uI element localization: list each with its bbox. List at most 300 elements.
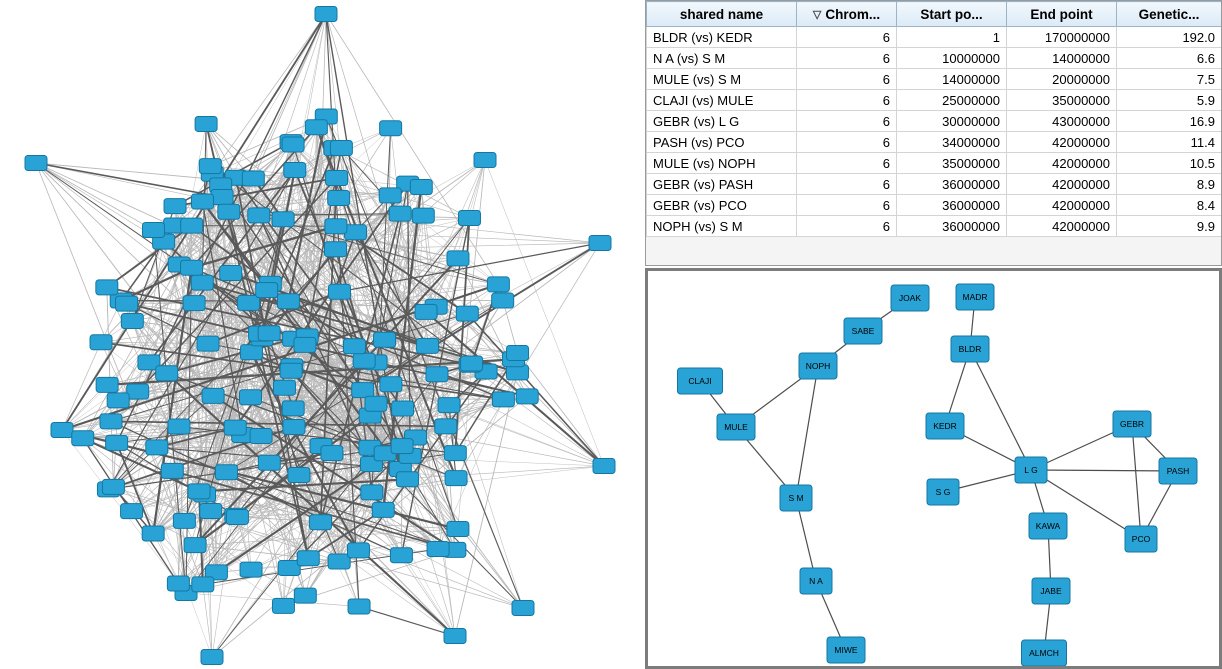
network-node-shape[interactable] bbox=[106, 435, 128, 450]
network-node-shape[interactable] bbox=[220, 266, 242, 281]
network-node-shape[interactable] bbox=[297, 551, 319, 566]
network-node[interactable] bbox=[435, 419, 457, 434]
network-node-shape[interactable] bbox=[51, 423, 73, 438]
network-node[interactable] bbox=[392, 401, 414, 416]
network-node-shape[interactable] bbox=[280, 363, 302, 378]
network-node[interactable] bbox=[161, 463, 183, 478]
network-node[interactable] bbox=[415, 304, 437, 319]
table-cell: 8.4 bbox=[1117, 195, 1222, 216]
network-node[interactable] bbox=[248, 208, 270, 223]
network-node-shape[interactable] bbox=[197, 336, 219, 351]
network-node[interactable] bbox=[717, 414, 755, 440]
network-node[interactable] bbox=[211, 190, 233, 205]
network-node-shape[interactable] bbox=[250, 429, 272, 444]
network-node-shape[interactable] bbox=[447, 251, 469, 266]
network-node[interactable] bbox=[238, 295, 260, 310]
network-node-shape[interactable] bbox=[512, 601, 534, 616]
network-node-label: KAWA bbox=[1035, 521, 1061, 532]
network-node[interactable] bbox=[1125, 526, 1157, 552]
network-node[interactable] bbox=[100, 414, 122, 429]
network-node[interactable] bbox=[444, 629, 466, 644]
network-node[interactable] bbox=[844, 318, 882, 344]
network-node-shape[interactable] bbox=[326, 170, 348, 185]
network-node[interactable] bbox=[258, 455, 280, 470]
network-node[interactable] bbox=[891, 285, 929, 311]
network-node[interactable] bbox=[200, 504, 222, 519]
network-node-shape[interactable] bbox=[191, 275, 213, 290]
network-node[interactable] bbox=[379, 188, 401, 203]
network-node-shape[interactable] bbox=[391, 439, 413, 454]
network-node-label: CLAJI bbox=[688, 376, 712, 387]
network-edge[interactable] bbox=[796, 366, 818, 498]
network-node[interactable] bbox=[181, 218, 203, 233]
network-node-shape[interactable] bbox=[181, 260, 203, 275]
table-row[interactable] bbox=[647, 69, 1222, 90]
table-row[interactable] bbox=[647, 174, 1222, 195]
network-node-shape[interactable] bbox=[380, 377, 402, 392]
filter-icon[interactable]: ▽ bbox=[812, 9, 822, 22]
network-node-shape[interactable] bbox=[390, 548, 412, 563]
network-node[interactable] bbox=[426, 367, 448, 382]
network-node-shape[interactable] bbox=[444, 629, 466, 644]
edge-table-panel[interactable] bbox=[645, 0, 1222, 266]
network-node-shape[interactable] bbox=[218, 204, 240, 219]
network-node[interactable] bbox=[146, 440, 168, 455]
network-node-shape[interactable] bbox=[272, 598, 294, 613]
network-node[interactable] bbox=[343, 339, 365, 354]
network-node-shape[interactable] bbox=[96, 280, 118, 295]
network-node-shape[interactable] bbox=[277, 294, 299, 309]
network-node[interactable] bbox=[181, 260, 203, 275]
network-node-shape[interactable] bbox=[161, 463, 183, 478]
network-node[interactable] bbox=[215, 465, 237, 480]
network-node-shape[interactable] bbox=[282, 137, 304, 152]
network-node-shape[interactable] bbox=[379, 188, 401, 203]
table-column-header-label: shared name bbox=[679, 6, 764, 22]
network-node[interactable] bbox=[116, 296, 138, 311]
network-node[interactable] bbox=[352, 383, 374, 398]
network-node-shape[interactable] bbox=[412, 208, 434, 223]
network-node-shape[interactable] bbox=[146, 440, 168, 455]
network-node[interactable] bbox=[800, 568, 832, 594]
network-node[interactable] bbox=[96, 280, 118, 295]
network-node-shape[interactable] bbox=[593, 459, 615, 474]
table-column-header[interactable] bbox=[897, 2, 1007, 27]
table-header-row[interactable] bbox=[647, 2, 1222, 27]
network-node[interactable] bbox=[1032, 578, 1070, 604]
network-node[interactable] bbox=[328, 191, 350, 206]
network-node[interactable] bbox=[102, 479, 124, 494]
network-node[interactable] bbox=[218, 204, 240, 219]
network-node-shape[interactable] bbox=[288, 467, 310, 482]
network-node-shape[interactable] bbox=[102, 479, 124, 494]
network-node-shape[interactable] bbox=[164, 199, 186, 214]
network-node-shape[interactable] bbox=[329, 284, 351, 299]
network-node-shape[interactable] bbox=[324, 242, 346, 257]
network-node[interactable] bbox=[294, 588, 316, 603]
network-node[interactable] bbox=[374, 332, 396, 347]
network-node-shape[interactable] bbox=[397, 472, 419, 487]
network-node[interactable] bbox=[1022, 640, 1067, 666]
subnetwork-panel[interactable] bbox=[645, 268, 1222, 669]
network-node[interactable] bbox=[72, 431, 94, 446]
network-node[interactable] bbox=[142, 526, 164, 541]
network-node[interactable] bbox=[258, 326, 280, 341]
network-node-shape[interactable] bbox=[248, 208, 270, 223]
table-column-header[interactable] bbox=[1007, 2, 1117, 27]
edge-table[interactable] bbox=[646, 1, 1222, 237]
table-row[interactable] bbox=[647, 195, 1222, 216]
network-node-shape[interactable] bbox=[242, 171, 264, 186]
network-node-shape[interactable] bbox=[201, 650, 223, 665]
table-body[interactable] bbox=[647, 27, 1222, 237]
network-node-shape[interactable] bbox=[282, 401, 304, 416]
network-node[interactable] bbox=[288, 467, 310, 482]
network-node[interactable] bbox=[294, 337, 316, 352]
network-node[interactable] bbox=[438, 398, 460, 413]
network-node[interactable] bbox=[780, 485, 812, 511]
table-cell: 11.4 bbox=[1117, 132, 1222, 153]
network-node-shape[interactable] bbox=[183, 296, 205, 311]
table-row[interactable] bbox=[647, 90, 1222, 111]
network-node-shape[interactable] bbox=[321, 446, 343, 461]
network-node[interactable] bbox=[827, 637, 865, 663]
network-node[interactable] bbox=[956, 284, 994, 310]
network-node-shape[interactable] bbox=[458, 210, 480, 225]
network-node[interactable] bbox=[192, 577, 214, 592]
network-node[interactable] bbox=[492, 293, 514, 308]
network-node[interactable] bbox=[329, 284, 351, 299]
network-node-shape[interactable] bbox=[365, 396, 387, 411]
network-node[interactable] bbox=[474, 153, 496, 168]
network-node-label: GEBR bbox=[1119, 419, 1145, 430]
table-cell: 30000000 bbox=[897, 111, 1007, 132]
network-node[interactable] bbox=[167, 576, 189, 591]
network-node[interactable] bbox=[272, 598, 294, 613]
network-node[interactable] bbox=[283, 419, 305, 434]
network-node[interactable] bbox=[142, 223, 164, 238]
table-column-header[interactable] bbox=[797, 2, 897, 27]
network-node[interactable] bbox=[417, 338, 439, 353]
network-node-shape[interactable] bbox=[199, 159, 221, 174]
network-node[interactable] bbox=[256, 283, 278, 298]
network-node[interactable] bbox=[173, 513, 195, 528]
network-edge[interactable] bbox=[970, 349, 1031, 470]
network-node-shape[interactable] bbox=[273, 380, 295, 395]
network-node-shape[interactable] bbox=[121, 313, 143, 328]
network-node-shape[interactable] bbox=[258, 326, 280, 341]
table-row[interactable] bbox=[647, 27, 1222, 48]
network-node-shape[interactable] bbox=[516, 389, 538, 404]
network-node-shape[interactable] bbox=[310, 515, 332, 530]
network-node-shape[interactable] bbox=[330, 141, 352, 156]
network-node-shape[interactable] bbox=[315, 7, 337, 22]
network-node-shape[interactable] bbox=[142, 526, 164, 541]
network-node-shape[interactable] bbox=[72, 431, 94, 446]
network-node[interactable] bbox=[447, 251, 469, 266]
network-node-shape[interactable] bbox=[284, 162, 306, 177]
network-node[interactable] bbox=[1029, 513, 1067, 539]
network-node[interactable] bbox=[188, 484, 210, 499]
table-cell: 7.5 bbox=[1117, 69, 1222, 90]
network-node[interactable] bbox=[456, 306, 478, 321]
network-node[interactable] bbox=[191, 194, 213, 209]
network-node-shape[interactable] bbox=[305, 120, 327, 135]
network-node[interactable] bbox=[220, 266, 242, 281]
network-node[interactable] bbox=[927, 479, 959, 505]
network-node-shape[interactable] bbox=[410, 179, 432, 194]
network-node[interactable] bbox=[678, 368, 723, 394]
network-node-shape[interactable] bbox=[325, 219, 347, 234]
network-node[interactable] bbox=[951, 336, 989, 362]
network-node[interactable] bbox=[799, 353, 837, 379]
network-node[interactable] bbox=[512, 601, 534, 616]
network-node-shape[interactable] bbox=[361, 485, 383, 500]
network-node-shape[interactable] bbox=[438, 398, 460, 413]
network-node-shape[interactable] bbox=[121, 504, 143, 519]
network-node[interactable] bbox=[390, 548, 412, 563]
network-node[interactable] bbox=[242, 171, 264, 186]
network-node-shape[interactable] bbox=[589, 236, 611, 251]
network-node[interactable] bbox=[324, 242, 346, 257]
network-node[interactable] bbox=[90, 335, 112, 350]
network-node[interactable] bbox=[121, 504, 143, 519]
network-node[interactable] bbox=[347, 543, 369, 558]
network-node-shape[interactable] bbox=[417, 338, 439, 353]
network-node-shape[interactable] bbox=[156, 366, 178, 381]
network-node[interactable] bbox=[199, 159, 221, 174]
network-node[interactable] bbox=[365, 396, 387, 411]
network-node[interactable] bbox=[184, 538, 206, 553]
network-node[interactable] bbox=[461, 356, 483, 371]
network-node[interactable] bbox=[1015, 457, 1047, 483]
network-node-shape[interactable] bbox=[328, 191, 350, 206]
table-cell: 6 bbox=[797, 216, 897, 237]
network-node-shape[interactable] bbox=[344, 225, 366, 240]
network-node-shape[interactable] bbox=[96, 377, 118, 392]
network-node[interactable] bbox=[127, 384, 149, 399]
network-node[interactable] bbox=[589, 236, 611, 251]
network-node-shape[interactable] bbox=[389, 206, 411, 221]
network-node-shape[interactable] bbox=[224, 420, 246, 435]
network-node-shape[interactable] bbox=[116, 296, 138, 311]
network-node-shape[interactable] bbox=[374, 332, 396, 347]
network-node-shape[interactable] bbox=[347, 543, 369, 558]
network-node[interactable] bbox=[284, 162, 306, 177]
network-node[interactable] bbox=[372, 502, 394, 517]
network-node[interactable] bbox=[380, 377, 402, 392]
network-node-shape[interactable] bbox=[435, 419, 457, 434]
network-node[interactable] bbox=[183, 296, 205, 311]
network-node-shape[interactable] bbox=[195, 116, 217, 131]
table-cell: N A (vs) S M bbox=[647, 48, 797, 69]
table-row[interactable] bbox=[647, 48, 1222, 69]
network-node-shape[interactable] bbox=[426, 367, 448, 382]
table-column-header[interactable] bbox=[647, 2, 797, 27]
network-node-shape[interactable] bbox=[427, 542, 449, 557]
network-node-shape[interactable] bbox=[188, 484, 210, 499]
network-node-shape[interactable] bbox=[202, 388, 224, 403]
network-node-shape[interactable] bbox=[272, 212, 294, 227]
network-node[interactable] bbox=[344, 225, 366, 240]
table-row[interactable] bbox=[647, 111, 1222, 132]
network-node-shape[interactable] bbox=[492, 392, 514, 407]
network-node[interactable] bbox=[297, 551, 319, 566]
network-edge[interactable] bbox=[1132, 424, 1141, 539]
network-node[interactable] bbox=[397, 472, 419, 487]
network-node-shape[interactable] bbox=[474, 153, 496, 168]
subnetwork-canvas[interactable] bbox=[648, 271, 1219, 666]
network-node[interactable] bbox=[107, 393, 129, 408]
network-node[interactable] bbox=[272, 212, 294, 227]
network-node-shape[interactable] bbox=[100, 414, 122, 429]
network-node[interactable] bbox=[164, 199, 186, 214]
network-node[interactable] bbox=[427, 542, 449, 557]
network-node[interactable] bbox=[447, 522, 469, 537]
network-node[interactable] bbox=[348, 599, 370, 614]
network-node-shape[interactable] bbox=[380, 121, 402, 136]
network-node[interactable] bbox=[197, 336, 219, 351]
network-node[interactable] bbox=[507, 345, 529, 360]
table-cell: MULE (vs) S M bbox=[647, 69, 797, 90]
network-node-shape[interactable] bbox=[294, 337, 316, 352]
table-row[interactable] bbox=[647, 132, 1222, 153]
network-node-shape[interactable] bbox=[461, 356, 483, 371]
network-node[interactable] bbox=[391, 439, 413, 454]
network-node-shape[interactable] bbox=[507, 345, 529, 360]
network-node-shape[interactable] bbox=[167, 576, 189, 591]
network-node[interactable] bbox=[1159, 458, 1197, 484]
network-node-shape[interactable] bbox=[372, 502, 394, 517]
network-node-shape[interactable] bbox=[353, 353, 375, 368]
network-node[interactable] bbox=[353, 353, 375, 368]
network-node-shape[interactable] bbox=[445, 471, 467, 486]
network-node[interactable] bbox=[412, 208, 434, 223]
network-node[interactable] bbox=[458, 210, 480, 225]
network-node[interactable] bbox=[201, 650, 223, 665]
network-node[interactable] bbox=[361, 485, 383, 500]
network-node-shape[interactable] bbox=[328, 554, 350, 569]
right-column bbox=[645, 0, 1222, 669]
network-node[interactable] bbox=[321, 446, 343, 461]
network-node-shape[interactable] bbox=[127, 384, 149, 399]
network-node-shape[interactable] bbox=[240, 562, 262, 577]
network-node-label: ALMCH bbox=[1029, 648, 1059, 659]
network-node-shape[interactable] bbox=[181, 218, 203, 233]
network-node[interactable] bbox=[282, 401, 304, 416]
network-node[interactable] bbox=[926, 413, 964, 439]
network-node[interactable] bbox=[492, 392, 514, 407]
network-node-shape[interactable] bbox=[415, 304, 437, 319]
network-node[interactable] bbox=[516, 389, 538, 404]
network-node[interactable] bbox=[239, 390, 261, 405]
network-node[interactable] bbox=[121, 313, 143, 328]
table-row[interactable] bbox=[647, 153, 1222, 174]
network-node[interactable] bbox=[226, 509, 248, 524]
network-edge bbox=[518, 353, 604, 466]
network-node-shape[interactable] bbox=[343, 339, 365, 354]
network-node-shape[interactable] bbox=[168, 419, 190, 434]
network-node-shape[interactable] bbox=[447, 522, 469, 537]
network-node[interactable] bbox=[410, 179, 432, 194]
network-node[interactable] bbox=[25, 156, 47, 171]
network-node[interactable] bbox=[282, 137, 304, 152]
network-node[interactable] bbox=[250, 429, 272, 444]
network-node-shape[interactable] bbox=[90, 335, 112, 350]
network-node-shape[interactable] bbox=[444, 446, 466, 461]
network-node[interactable] bbox=[330, 141, 352, 156]
table-row[interactable] bbox=[647, 216, 1222, 237]
network-node[interactable] bbox=[445, 471, 467, 486]
network-node[interactable] bbox=[325, 219, 347, 234]
network-node[interactable] bbox=[487, 277, 509, 292]
network-node-shape[interactable] bbox=[492, 293, 514, 308]
network-node[interactable] bbox=[240, 562, 262, 577]
network-node[interactable] bbox=[273, 380, 295, 395]
network-node-shape[interactable] bbox=[487, 277, 509, 292]
network-node[interactable] bbox=[51, 423, 73, 438]
network-node[interactable] bbox=[326, 170, 348, 185]
network-node-shape[interactable] bbox=[348, 599, 370, 614]
network-node[interactable] bbox=[195, 116, 217, 131]
network-node-shape[interactable] bbox=[107, 393, 129, 408]
network-node[interactable] bbox=[168, 419, 190, 434]
network-node-shape[interactable] bbox=[142, 223, 164, 238]
network-node-shape[interactable] bbox=[173, 513, 195, 528]
network-node[interactable] bbox=[277, 294, 299, 309]
network-node[interactable] bbox=[328, 554, 350, 569]
network-node-shape[interactable] bbox=[258, 455, 280, 470]
table-column-header[interactable] bbox=[1117, 2, 1222, 27]
network-edge[interactable] bbox=[1031, 470, 1178, 471]
network-node-shape[interactable] bbox=[211, 190, 233, 205]
network-node[interactable] bbox=[240, 345, 262, 360]
network-node[interactable] bbox=[224, 420, 246, 435]
network-node[interactable] bbox=[202, 388, 224, 403]
network-node[interactable] bbox=[310, 515, 332, 530]
network-node[interactable] bbox=[593, 459, 615, 474]
network-node[interactable] bbox=[305, 120, 327, 135]
network-node-shape[interactable] bbox=[238, 295, 260, 310]
network-node-shape[interactable] bbox=[226, 509, 248, 524]
network-node[interactable] bbox=[280, 363, 302, 378]
network-node-shape[interactable] bbox=[283, 419, 305, 434]
network-node-shape[interactable] bbox=[215, 465, 237, 480]
network-node[interactable] bbox=[96, 377, 118, 392]
network-node[interactable] bbox=[191, 275, 213, 290]
network-node[interactable] bbox=[380, 121, 402, 136]
network-node-shape[interactable] bbox=[256, 283, 278, 298]
network-node-shape[interactable] bbox=[200, 504, 222, 519]
network-node[interactable] bbox=[1113, 411, 1151, 437]
network-node-shape[interactable] bbox=[392, 401, 414, 416]
network-node[interactable] bbox=[444, 446, 466, 461]
network-node[interactable] bbox=[315, 7, 337, 22]
network-node[interactable] bbox=[156, 366, 178, 381]
network-node-shape[interactable] bbox=[184, 538, 206, 553]
network-node-shape[interactable] bbox=[25, 156, 47, 171]
network-node-shape[interactable] bbox=[192, 577, 214, 592]
network-node-shape[interactable] bbox=[352, 383, 374, 398]
network-node-shape[interactable] bbox=[191, 194, 213, 209]
network-node-shape[interactable] bbox=[294, 588, 316, 603]
network-node-shape[interactable] bbox=[239, 390, 261, 405]
network-node-shape[interactable] bbox=[456, 306, 478, 321]
table-cell: PASH (vs) PCO bbox=[647, 132, 797, 153]
network-node[interactable] bbox=[106, 435, 128, 450]
network-node[interactable] bbox=[389, 206, 411, 221]
network-node-shape[interactable] bbox=[240, 345, 262, 360]
